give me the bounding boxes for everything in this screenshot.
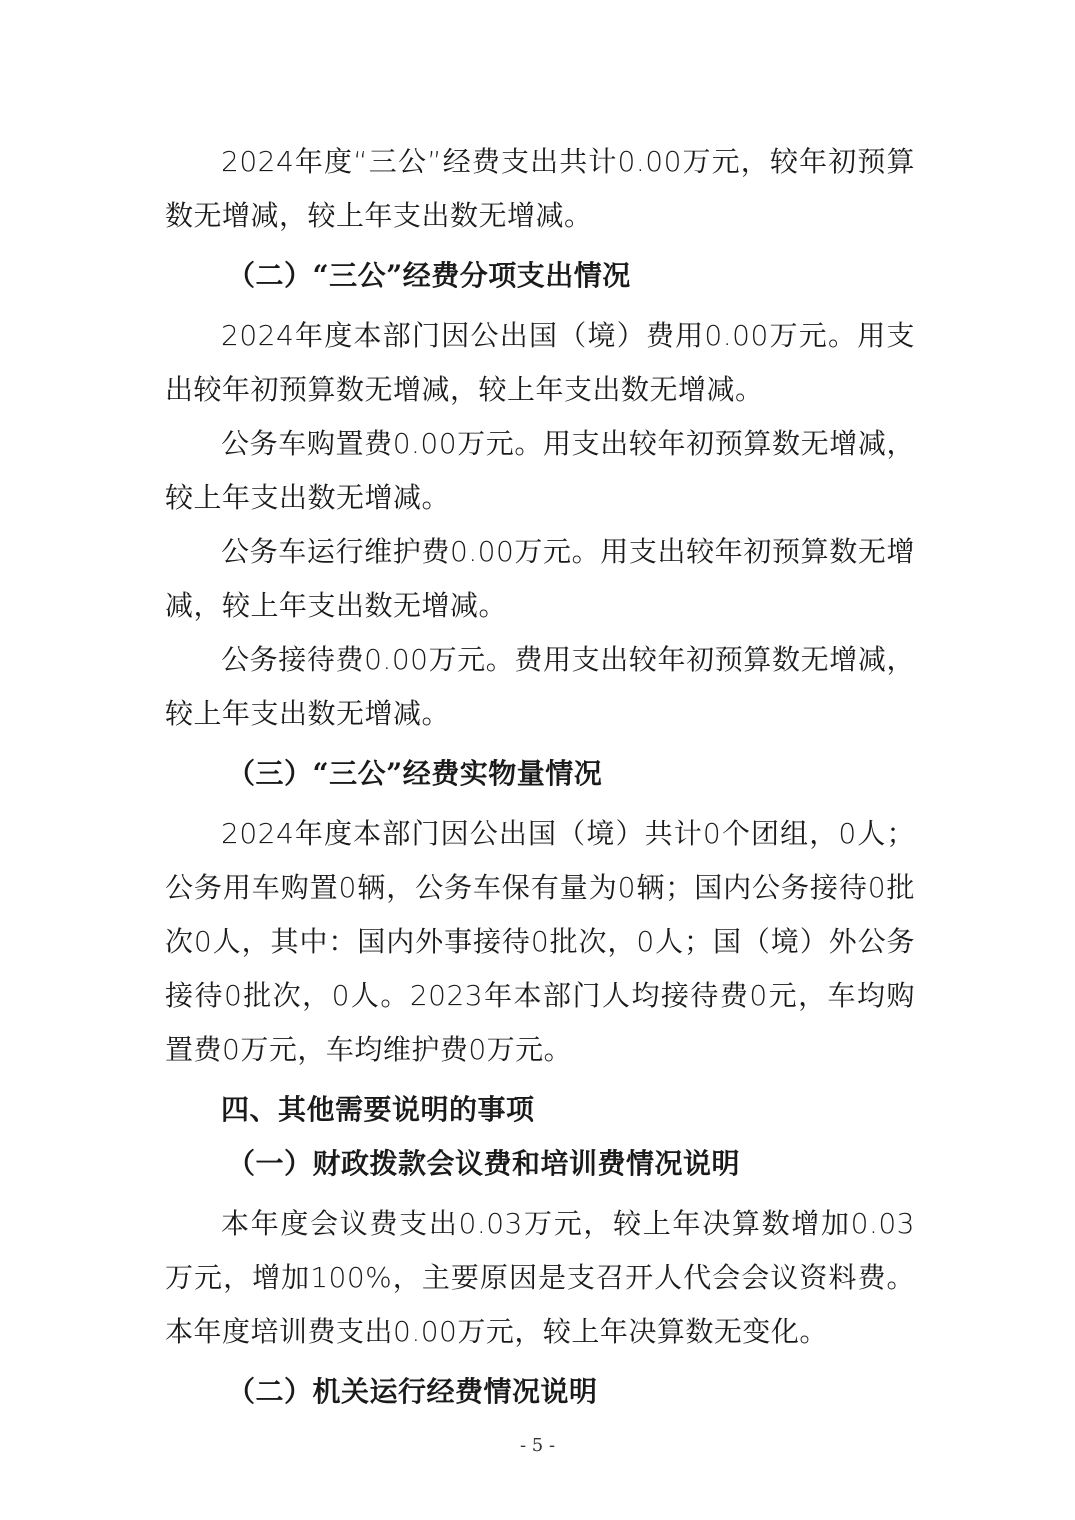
subheading-sangong-itemized: （二）“三公”经费分项支出情况 [227, 259, 631, 292]
paragraph-reception: 公务接待费0.00万元。费用支出较年初预算数无增减，较上年支出数无增减。 [165, 643, 915, 730]
paragraph-vehicle-purchase: 公务车购置费0.00万元。用支出较年初预算数无增减，较上年支出数无增减。 [165, 427, 915, 514]
subheading-operating-costs: （二）机关运行经费情况说明 [227, 1375, 598, 1408]
paragraph-vehicle-maintenance: 公务车运行维护费0.00万元。用支出较年初预算数无增减，较上年支出数无增减。 [165, 535, 915, 622]
subheading-sangong-physical: （三）“三公”经费实物量情况 [227, 757, 603, 790]
heading-other-matters: 四、其他需要说明的事项 [221, 1093, 535, 1126]
paragraph-physical-quantities: 2024年度本部门因公出国（境）共计0个团组，0人；公务用车购置0辆，公务车保有量为0辆；国内公务接待0批次0人，其中：国内外事接待0批次，0人；国（境）外公务接待0批次，0人。2023年本部门人均接待费0元，车均购置费0万元，车均维护费0万元。 [165, 817, 915, 1066]
subheading-meeting-training: （一）财政拨款会议费和培训费情况说明 [227, 1147, 741, 1180]
page-number: - 5 - [519, 1435, 556, 1456]
paragraph-sangong-total: 2024年度“三公”经费支出共计0.00万元，较年初预算数无增减，较上年支出数无增减。 [165, 145, 915, 232]
paragraph-overseas-travel: 2024年度本部门因公出国（境）费用0.00万元。用支出较年初预算数无增减，较上年支出数无增减。 [165, 319, 915, 406]
paragraph-meeting-training-costs: 本年度会议费支出0.03万元，较上年决算数增加0.03万元，增加100%，主要原因是支召开人代会会议资料费。本年度培训费支出0.00万元，较上年决算数无变化。 [165, 1207, 915, 1348]
document-body [165, 135, 915, 1419]
